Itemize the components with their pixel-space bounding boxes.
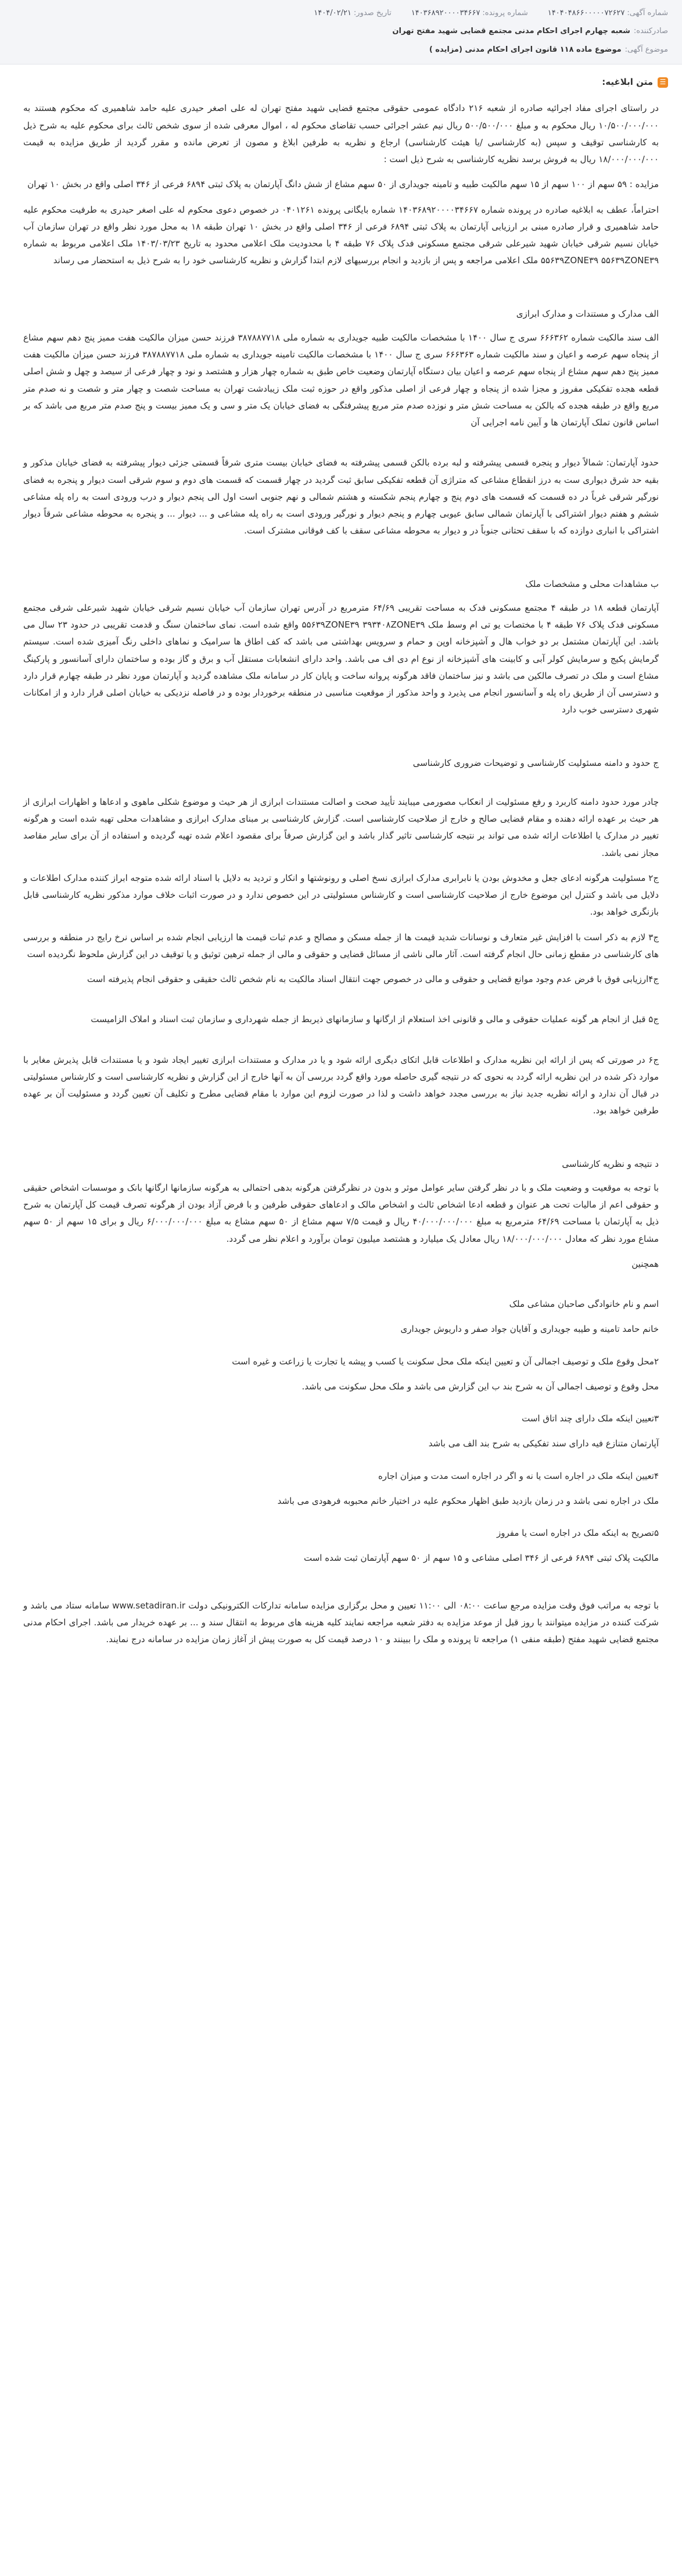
notice-body [0,95,682,1679]
issuer-name: شعبه چهارم اجرای احکام مدنی مجتمع قضایی شهید مفتح تهران [392,27,630,36]
paragraph-auction-schedule: با توجه به مراتب فوق وقت مزایده مرجع ساعت ۰۸:۰۰ الی ۱۱:۰۰ تعیین و محل برگزاری مزایده سامانه تدارکات الکترونیکی دولت www.setadiran.ir سامانه ستاد می باشد و شرکت کننده در مزایده میتوانند با روز قبل از موعد مزایده به دفتر شعبه مراجعه نمایند کلیه هزینه های مربوط به انتقال سند و ... بر عهده خریدار می باشد. اجرای احکام مدنی مجتمع قضایی شهید مفتح (طبقه منفی ۱) مراجعه تا پرونده و ملک را ببینند و ۱۰ درصد قیمت کل به صورت پیش از آغاز زمان مزایده در سامانه درج نمایند. [23,1600,659,1645]
paragraph-intro: در راستای اجرای مفاد اجرائیه صادره از شعبه ۲۱۶ دادگاه عمومی حقوقی مجتمع قضایی شهید مفتح تهران له علی اصغر حیدری علیه حامد شاهمیری که محکوم هستند به ۱۰/۵۰۰/۰۰۰/۰۰۰ ریال محکوم به و مبلغ ۵۰۰/۵۰۰/۰۰۰ ریال نیم عشر اجرائی حسب تقاضای محکوم له ، اموال معرفی شده از سوی شخص ثالث برای محکوم علیه به شرح ذیل به کارشناسی توقیف و سپس (به کارشناسی /یا هیئت کارشناسی) ارجاع و نظریه به طرفین ابلاغ و مصون از تعرض مانده و مقرر گردید از طریق مزایده به قیمت ۱۸/۰۰۰/۰۰۰/۰۰۰ ریال به فروش برسد نظریه کارشناسی به شرح ذیل است : [23,103,659,165]
answer-rooms: آپارتمان متنازع فیه دارای سند تفکیکی به شرح بند الف می باشد [428,1438,659,1449]
notice-subject: موضوع ماده ۱۱۸ قانون اجرای احکام مدنی (مزایده ) [429,45,622,54]
paragraph-scope-2: ج۲ مسئولیت هرگونه ادعای جعل و مخدوش بودن یا نابرابری مدارک ابرازی نسخ اصلی و رونوشتها و انکار و تردید به دلایل با اسناد ارائه شده متوجه ابراز کننده مدارک اطلاعات و دلایل می باشد و کنترل این موضوع خارج از صلاحیت کارشناسی است و کارشناس مسئولیتی در این خصوص ندارد و در صورت اثبات خلاف موارد مذکور نظریه کارشناسی قابل بازنگری خواهد بود. [23,872,659,918]
question-rooms: ۳تعیین اینکه ملک دارای چند اتاق است [522,1413,659,1424]
document-icon: ☰ [658,77,668,88]
answer-location: محل وقوع و توصیف اجمالی آن به شرح بند ب این گزارش می باشد و ملک محل سکونت می باشد. [301,1381,659,1392]
notice-number: شماره آگهی:۱۴۰۴۰۴۸۶۶۰۰۰۰۰۷۲۶۲۷ [547,9,668,17]
subject-line: موضوع آگهی:موضوع ماده ۱۱۸ قانون اجرای احکام مدنی (مزایده ) [429,45,668,54]
heading-scope: ج حدود و دامنه مسئولیت کارشناسی و توضیحات ضروری کارشناسی [412,757,659,768]
paragraph-expert-report: احتراماً، عطف به ابلاغیه صادره در پرونده شماره ۱۴۰۳۶۸۹۲۰۰۰۰۳۴۶۶۷ شماره بایگانی پرونده ۰۴۰۱۲۶۱ در خصوص دعوی محکوم له علی اصغر حیدری به طرفیت محکوم علیه حامد شاهمیری و قرار صادره مبنی بر ارزیابی آپارتمان به پلاک ثبتی ۶۸۹۴ فرعی از ۳۴۶ اصلی واقع در بخش ۱۰ تهران طبقه ۱۸ به محل مورد نظر واقع در تهران سازمان آب خیابان نسیم شرقی خیابان شهید شیرعلی شرقی مجتمع مسکونی فدک پلاک ۷۶ طبقه ۴ با محدودیت ملک اعلامی محدود به تاریخ ۱۴۰۳/۰۳/۲۳ ملک اعلامی مربوط به شماره ۵۵۶۳۹ZONE۳۹ ۵۵۶۳۹ZONE۳۹ ملک اعلامی مراجعه و پس از بازدید و انجام بررسیهای لازم ابتدا گزارش و نظریه کارشناسی خود را به شرح ذیل به استحضار می رساند [23,204,659,266]
case-number: شماره پرونده:۱۴۰۳۶۸۹۲۰۰۰۰۳۴۶۶۷ [411,9,528,17]
paragraph-scope-1: چادر مورد حدود دامنه کاربرد و رفع مسئولیت از انعکاب مصورمی میبایند تأیید صحت و اصالت مستندات ابرازی از هر حیث و موضوع شکلی ماهوی و ادعاها و اظهارات ابرازی از هر حیث بر عهده ارائه دهنده و مقام قضایی صالح و خارج از صلاحیت کارشناسی است. گزارش کارشناسی بر مبنای مدارک ابرازی و مشاهدات محلی تهیه شده است و هرگونه تغییر در مدارک یا اطلاعات ارائه شده می تواند بر نتیجه کارشناسی تاثیر گذار باشد و این گزارش صرفاً برای مقصود اعلام شده تهیه گردیده و استفاده از آن برای سایر مقاصد مجاز نمی باشد. [23,796,659,858]
notice-text-heading: ☰ متن ابلاغیه: [0,65,682,95]
issue-date: تاریخ صدور:۱۴۰۴/۰۲/۲۱ [314,9,392,17]
question-location: ۲محل وقوع ملک و توصیف اجمالی آن و تعیین اینکه ملک محل سکونت یا کسب و پیشه یا تجارت یا زراعت و غیره است [232,1356,659,1367]
question-owners: اسم و نام خانوادگی صاحبان مشاعی ملک [509,1299,659,1310]
paragraph-auction-item: مزایده : ۵۹ سهم از ۱۰۰ سهم از ۱۵ سهم مالکیت طبیه و تامینه جویداری از ۵۰ سهم مشاع از شش دانگ آپارتمان به پلاک ثبتی ۶۸۹۴ فرعی از ۳۴۶ اصلی واقع در بخش ۱۰ تهران [27,179,659,190]
paragraph-also: همچنین [631,1258,659,1269]
paragraph-property-description: آپارتمان قطعه ۱۸ در طبقه ۴ مجتمع مسکونی فدک به مساحت تقریبی ۶۴/۶۹ مترمربع در آدرس تهران سازمان آب خیابان نسیم شرقی خیابان شهید شیرعلی شرقی مجتمع مسکونی فدک پلاک ۷۶ طبقه ۴ با مختصات یو تی ام وسط ملک ۵۵۶۳۹ZONE۳۹ ۳۹۳۴۰۸ZONE۳۹ واقع شده است. نمای ساختمان سنگ و قدمت تقریبی در حدود ۲۳ سال می باشد. این آپارتمان مشتمل بر دو خواب هال و آشپزخانه اوپن و حمام و سرویس بهداشتی می باشد که کف اطاق ها سرامیک و نماهای داخلی رنگ آمیزی شده است. سیستم گرمایش پکیج و سرمایش کولر آبی و کابینت های آشپزخانه از نوع ام دی اف می باشد. واحد دارای انشعابات مستقل آب و برق و گاز بوده و ساختمان دارای آسانسور و پارکینگ مشاع است و ملک در تصرف مالکین می باشد و نیز ساختمان فاقد هرگونه پروانه ساخت و پایان کار در سامانه ملک مشاهده گردید و آپارتمان مورد نظر در طبقه چهارم قرار دارد و دسترسی آن از طریق راه پله و آسانسور انجام می پذیرد و واحد مذکور از موقعیت مناسبی در منطقه برخوردار بوده و در فاصله نزدیکی به خیابان اصلی قرار دارد و از امکانات شهری دسترسی خوب دارد [23,602,659,715]
paragraph-valuation: با توجه به موقعیت و وضعیت ملک و با در نظر گرفتن سایر عوامل موثر و بدون در نظرگرفتن هرگونه بدهی احتمالی به هرگونه سازمانها ارگانها بانک و موسسات اشخاص حقیقی و حقوقی اعم از مالیات تحت هر عنوان و قطعه ادعا اشخاص ثالث و اشخاص مالک و ادعاهای حقوقی طرفین و با فرض آزاد بودن از هرگونه تصرف قیمت کل آپارتمان به شرح ذیل به آپارتمان با مساحت ۶۴/۶۹ مترمربع به مبلغ ۴۰/۰۰۰/۰۰۰/۰۰۰ ریال و قیمت ۷/۵ سهم مشاع از ۵۰ سهم مشاع به مبلغ ۶/۰۰۰/۰۰۰/۰۰۰ ریال و برای ۱۵ سهم از ۵۰ سهم مشاع مورد نظر که معادل ۱۸/۰۰۰/۰۰۰/۰۰۰ ریال معادل یک میلیارد و هشتصد میلیون تومان برآورد و اعلام نظر می گردد. [23,1182,659,1244]
notice-meta-row [14,6,668,20]
answer-owners: خانم حامد تامینه و طیبه جویداری و آقایان جواد صفر و داریوش جویداری [400,1324,659,1335]
heading-conclusion: د نتیجه و نظریه کارشناسی [562,1158,659,1169]
question-lease: ۴تعیین اینکه ملک در اجاره است یا نه و اگر در اجاره است مدت و میزان اجاره [378,1470,659,1481]
paragraph-boundaries: حدود آپارتمان: شمالاً دیوار و پنجره قسمی پیشرفته و لبه برده بالکن قسمی پیشرفته به فضای خیابان بیست متری شرقاً قسمتی جزئی دیوار پیشرفته به فضای خیابان مذکور و بقیه حد شرق دیواری ست به درز انقطاع مشاعی که متراژی آن قطعه تفکیکی سابق ثبت گردید در چهار قسمت که قسمت های دوم و سوم شرقی است دیوار و پنجره به فضای نورگیر شرقی غرباً در ده قسمت که قسمت های دوم پنج و چهارم پنجم شکسته و هشتم شمالی و نهم جنوبی است اول الی پنجم دیوار و درب ورودی است به راه پله مشاعی ششم و هفتم دیوار اشتراکی با آپارتمان شمالی سابق عیوبی چهارم و پنجم دیوار و نورگیر ورودی است به راه پله مشاعی و ... دیوار ... و پنجره به محوطه مشاعی شرقاً دیوار اشتراکی با انباری دوازده که با سقف تحتانی جنوباً در و دیوار به محوطه مشاعی سقف با کف فوقانی مشترک است. [23,457,659,536]
question-ownership: ۵تصریح به اینکه ملک در اجاره است یا مفروز [497,1528,659,1539]
issuer-line: صادرکننده:شعبه چهارم اجرای احکام مدنی مجتمع قضایی شهید مفتح تهران [392,27,668,36]
answer-lease: ملک در اجاره نمی باشد و در زمان بازدید طبق اظهار محکوم علیه در اختیار خانم محبوبه فرهودی می باشد [277,1495,659,1506]
paragraph-scope-6: ج۶ در صورتی که پس از ارائه این نظریه مدارک و اطلاعات قابل اتکای دیگری ارائه شود و یا در مدارک و مستندات ابرازی تغییر ایجاد شود و یا مستندات قابل پذیرش مغایر با موارد ذکر شده در این نظریه ارائه گردد به نحوی که در نتیجه گیری حاصله مورد واقع گردد بررسی آن به آنها خارج از این گزارش و نظریه کارشناسی است و کارشناس مسئولیتی در قبال آن ندارد و ارائه نظریه جدید نیاز به بررسی مجدد خواهد داشت و لذا در صورت لزوم این موارد با مقام قضایی مطرح و تکلیف آن تعیین گردد و مسئولیت آن بر عهده طرفین خواهد بود. [23,1054,659,1116]
heading-observations: ب مشاهدات محلی و مشخصات ملک [525,578,659,589]
notice-header [0,0,682,65]
heading-documents: الف مدارک و مستندات و مدارک ابرازی [516,308,659,319]
paragraph-scope-3: ج۳ لازم به ذکر است با افزایش غیر متعارف و نوسانات شدید قیمت ها از جمله مسکن و مصالح و عدم ثبات قیمت ها ارزیابی انجام شده بر اساس نرخ رایج در منطقه و بررسی های کارشناسی در مقطع زمانی حال انجام گرفته است. آثار مالی ناشی از مسائل قضایی و حقوقی و مالی از جمله ترهین توثیق و یا توقیف در این گزارش ملحوظ نگردیده است [23,931,659,959]
paragraph-scope-4: ج۴ارزیابی فوق با فرض عدم وجود موانع قضایی و حقوقی و مالی در خصوص جهت انتقال اسناد مالکیت به نام شخص ثالث حقیقی و حقوقی انجام پذیرفته است [87,974,659,985]
answer-ownership: مالکیت پلاک ثبتی ۶۸۹۴ فرعی از ۳۴۶ اصلی مشاعی و ۱۵ سهم از ۵۰ سهم آپارتمان ثبت شده است [303,1553,659,1564]
paragraph-deeds: الف سند مالکیت شماره ۶۶۶۳۶۲ سری ج سال ۱۴۰۰ با مشخصات مالکیت طبیه جویداری به شماره ملی ۳۸۷۸۸۷۷۱۸ فرزند حسن میزان مالکیت هفت ممیز پنج دهم سهم مشاع از پنجاه سهم عرصه و اعیان و سند مالکیت شماره ۶۶۶۳۶۳ سری ج سال ۱۴۰۰ با مشخصات مالکیت تامینه جویداری به شماره ملی ۳۸۷۸۸۷۷۱۸ فرزند حسن میزان مالکیت هفت ممیز پنج دهم سهم مشاع از پنجاه سهم عرصه و اعیان بیان دستگاه آپارتمان وضعیت خاص طبق به شماره چهار هزار و هشتصد و نود و چهار فرعی از سیصد و چهل و شش اصلی قطعه هجده تفکیکی مفروز و مجزا شده از پنجاه و چهار فرعی از اصلی مذکور واقع در حوزه ثبت ملک زیبادشت تهران به مساحت شصت و چهار متر و شصت و نه صدم متر مربع واقع در طبقه هجده که بالکن به مساحت شش متر و نوزده صدم متر مربع پیشرفتگی به فضای خیابان یک متر و سی و یک ممیز بیست و پنج صدم متر مربع می باشد که بر اساس قانون تملک آپارتمان ها و آیین نامه اجرایی آن [23,332,659,428]
paragraph-scope-5: ج۵ قبل از انجام هر گونه عملیات حقوقی و مالی و قانونی اخذ استعلام از ارگانها و سازمانهای ذیربط از جمله شهرداری و سازمان ثبت اسناد و املاک الزامیست [91,1014,659,1025]
